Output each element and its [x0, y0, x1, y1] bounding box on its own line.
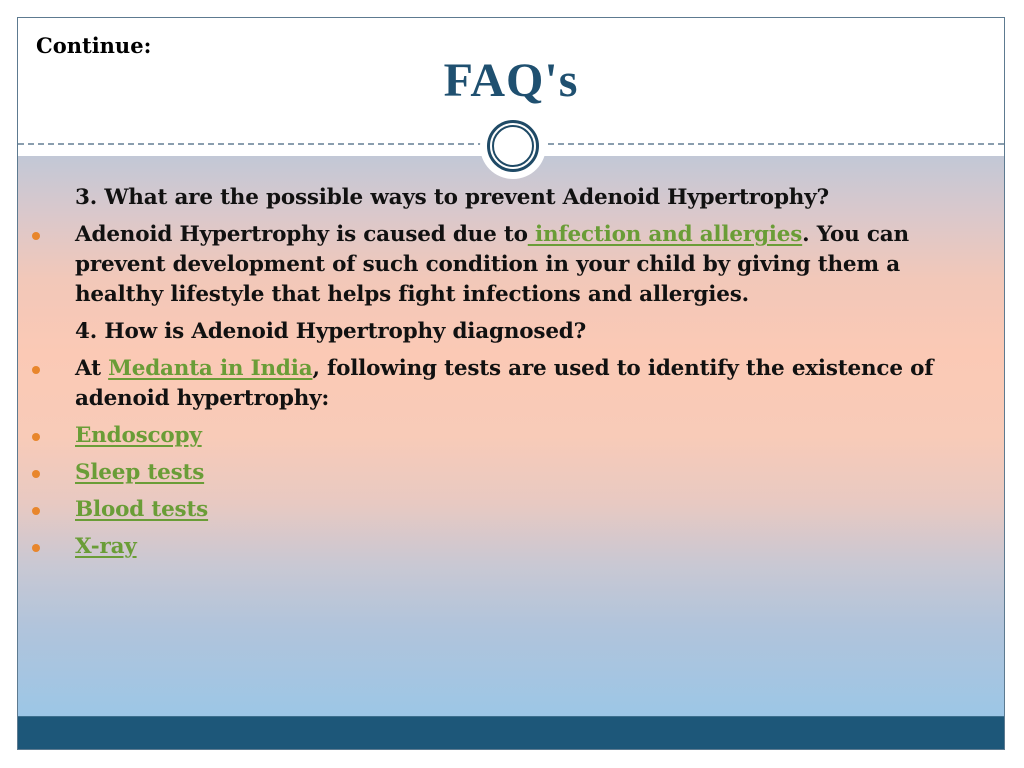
sleep-tests-link[interactable]: Sleep tests: [75, 460, 205, 485]
bullet-icon: [32, 470, 40, 478]
bullet-icon: [32, 232, 40, 240]
endoscopy-link[interactable]: Endoscopy: [75, 423, 202, 448]
inner-ring: [492, 125, 534, 167]
answer-3-text-start: Adenoid Hypertrophy is caused due to: [75, 222, 528, 247]
slide-title: FAQ's: [443, 54, 579, 107]
infection-allergies-link[interactable]: infection and allergies: [527, 222, 803, 247]
question-4: [18, 317, 965, 347]
question-4-text: 4. How is Adenoid Hypertrophy diagnosed?: [75, 319, 587, 344]
bullet-icon: [32, 433, 40, 441]
blood-tests-link[interactable]: Blood tests: [75, 497, 209, 522]
question-3: [18, 183, 965, 213]
faq-content: [18, 183, 1004, 569]
medanta-india-link[interactable]: Medanta in India: [108, 356, 313, 381]
answer-3-text-end: . You can prevent development of such condition in your child by giving them a healthy lifestyle that helps fight infections and allergies.: [75, 222, 909, 307]
test-item: [18, 495, 965, 525]
question-3-text: 3. What are the possible ways to prevent Adenoid Hypertrophy?: [75, 185, 829, 210]
test-item: [18, 458, 965, 488]
test-item: [18, 421, 965, 451]
x-ray-link[interactable]: X-ray: [75, 534, 137, 559]
bullet-icon: [32, 507, 40, 515]
answer-3: [18, 220, 965, 310]
bullet-icon: [32, 544, 40, 552]
bullet-icon: [32, 366, 40, 374]
continue-label: Continue:: [36, 33, 152, 58]
test-item: [18, 532, 965, 562]
slide: [17, 17, 1005, 750]
answer-4-text-start: At: [75, 356, 109, 381]
answer-4-text-end: , following tests are used to identify the existence of adenoid hypertrophy:: [75, 356, 934, 411]
footer-bar: [18, 716, 1004, 750]
circle-ornament-icon: [480, 113, 546, 179]
answer-4: [18, 354, 965, 414]
